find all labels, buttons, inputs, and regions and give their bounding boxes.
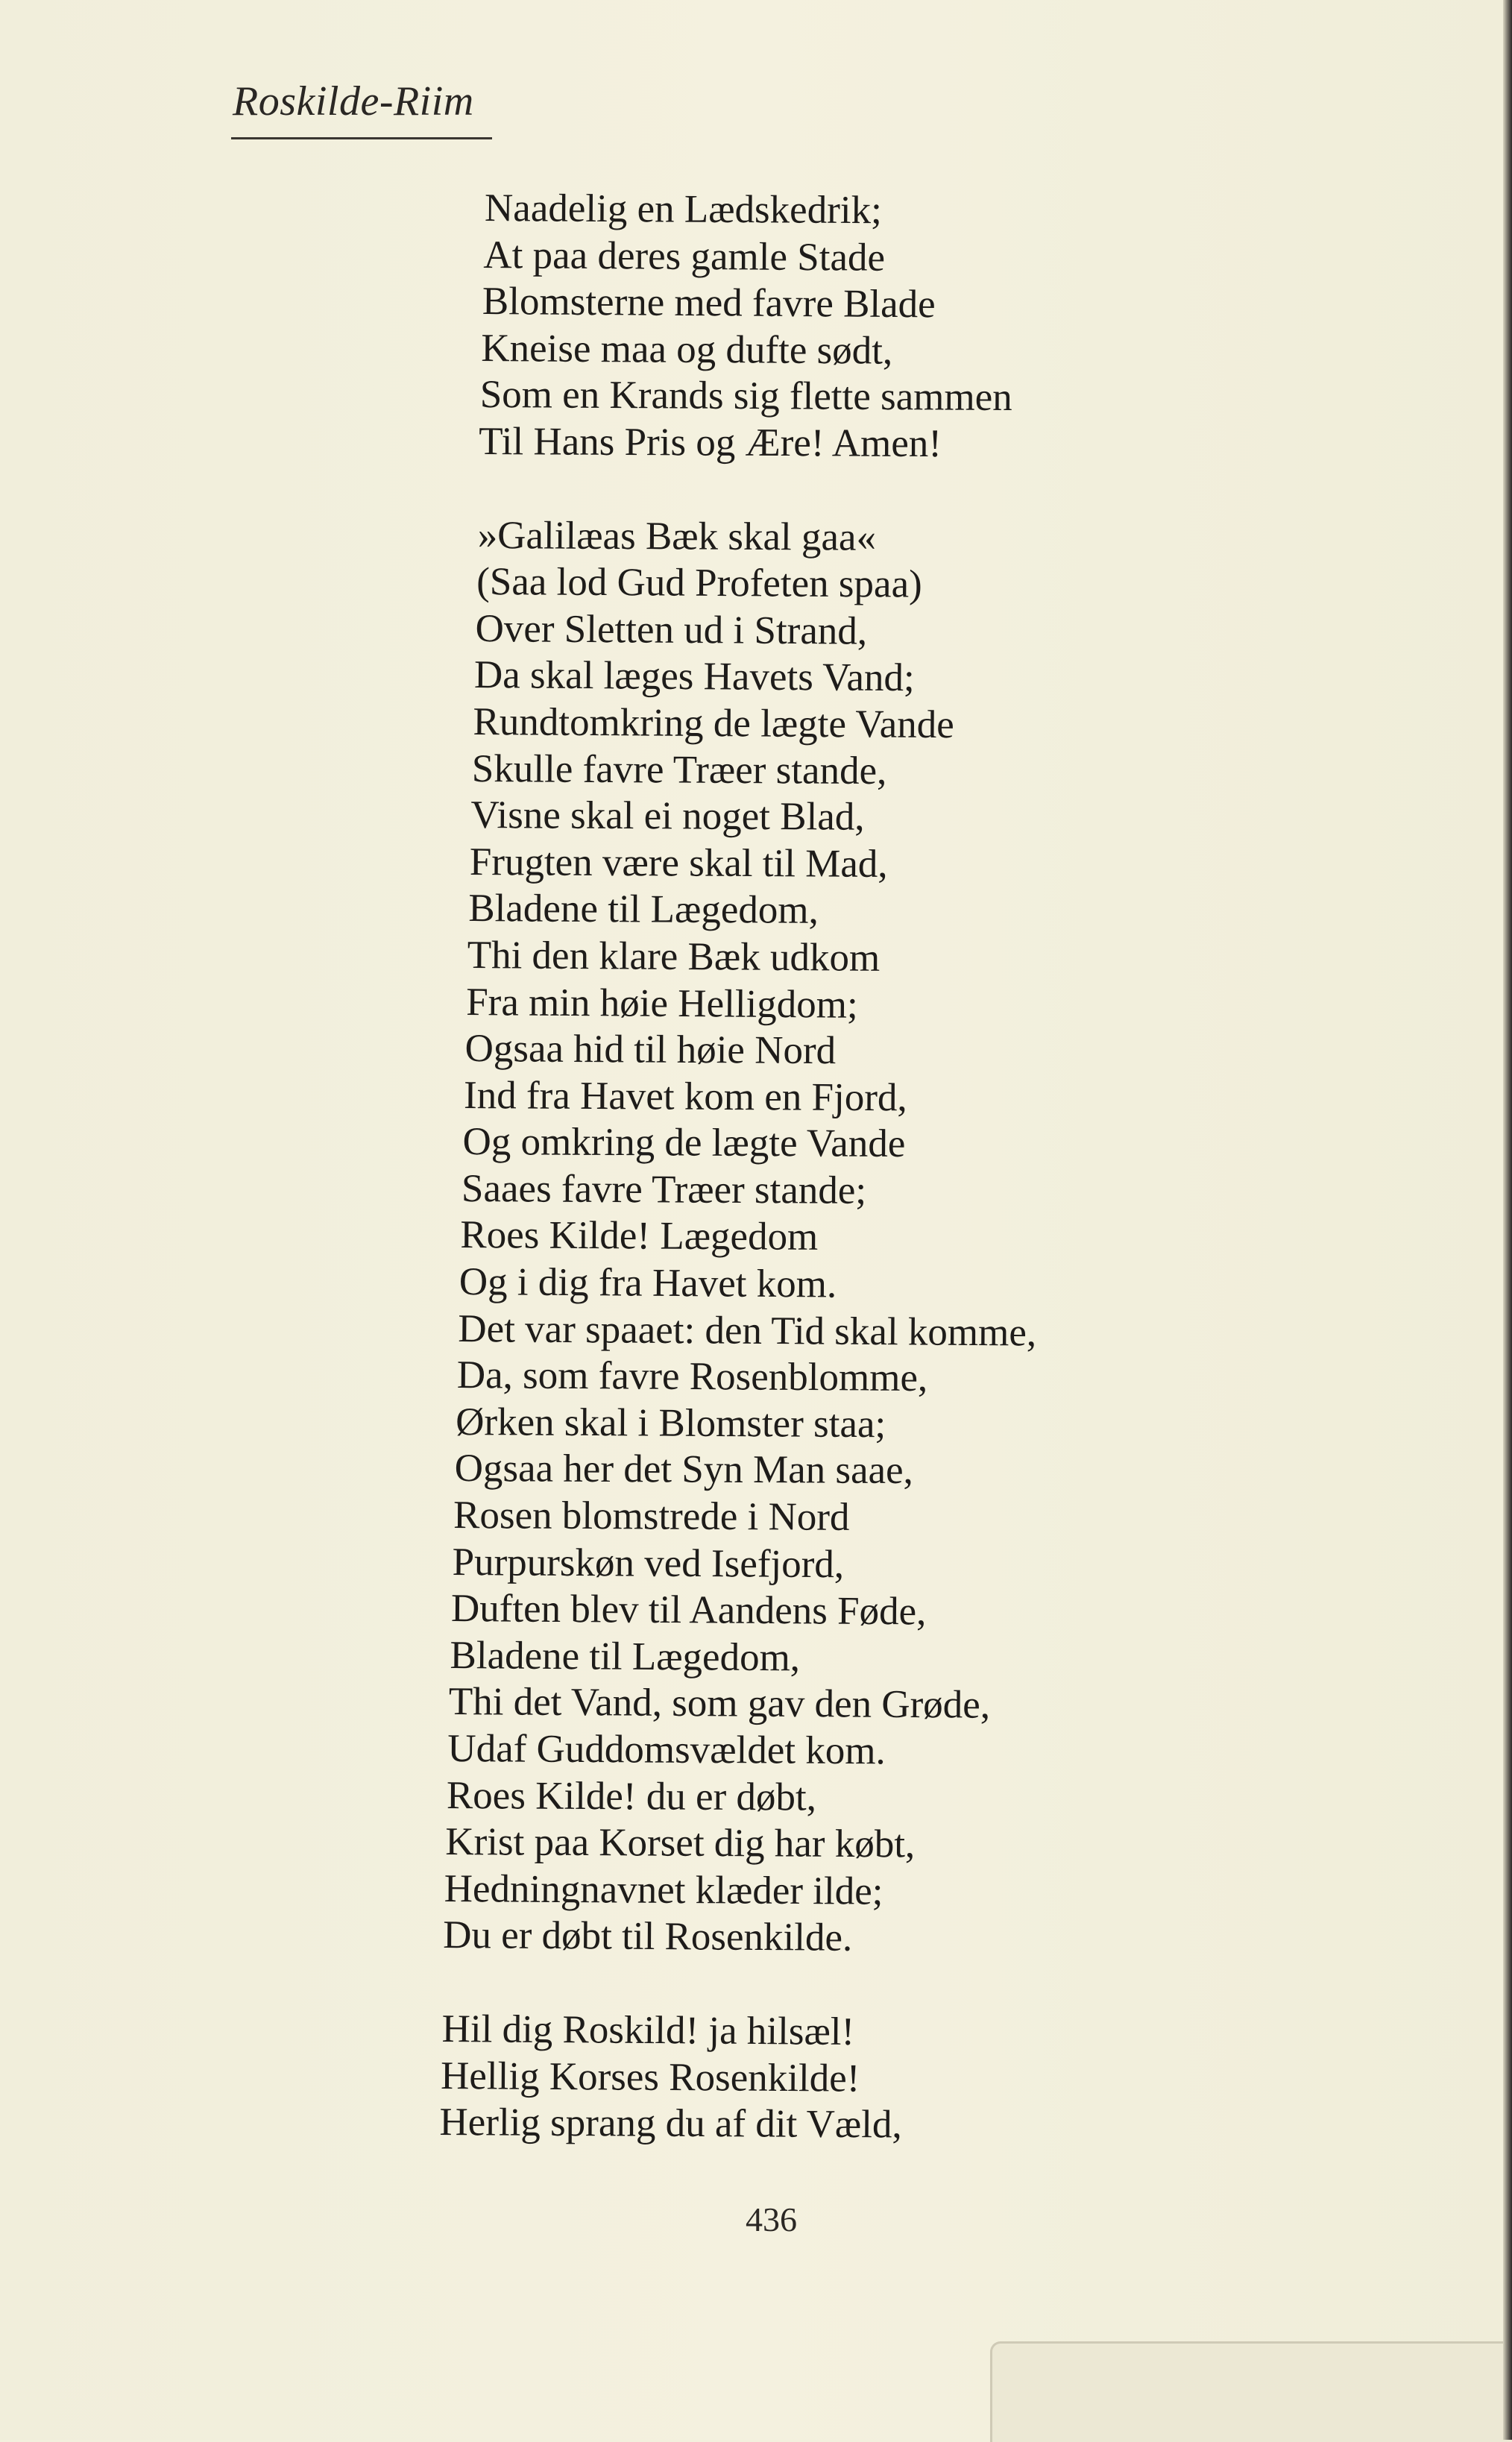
verse-line: Ogsaa her det Syn Man saae, — [454, 1447, 914, 1493]
verse-line: Udaf Guddomsvældet kom. — [447, 1727, 886, 1773]
page-corner-tab — [990, 2341, 1512, 2442]
verse-line: Skulle favre Træer stande, — [471, 746, 887, 793]
verse-line: Roes Kilde! Lægedom — [460, 1213, 819, 1259]
verse-line: Hellig Korses Rosenkilde! — [440, 2054, 860, 2100]
running-title: Roskilde-Riim — [233, 78, 474, 125]
verse-line: Roes Kilde! du er døbt, — [446, 1773, 817, 1819]
verse-line: Over Sletten ud i Strand, — [475, 606, 868, 653]
header-rule — [231, 137, 492, 139]
stanza-1 — [479, 185, 1305, 466]
verse-line: Da skal læges Havets Vand; — [473, 653, 915, 700]
verse-line: Rosen blomstrede i Nord — [453, 1494, 850, 1539]
verse-line: Som en Krands sig flette sammen — [479, 373, 1012, 420]
verse-line: Thi det Vand, som gav den Grøde, — [448, 1680, 991, 1728]
verse-line: Fra min høie Helligdom; — [465, 980, 858, 1027]
verse-line: Kneise maa og dufte sødt, — [481, 326, 893, 373]
verse-line: Visne skal ei noget Blad, — [470, 793, 865, 839]
poem-text — [439, 185, 1305, 2147]
stanza-2 — [442, 512, 1305, 1960]
stanza-3 — [439, 2006, 1305, 2147]
verse-line: Blomsterne med favre Blade — [482, 280, 936, 327]
verse-line: Og omkring de lægte Vande — [462, 1120, 906, 1166]
verse-line: Hedningnavnet klæder ilde; — [444, 1866, 883, 1913]
verse-line: Naadelig en Lædskedrik; — [484, 186, 882, 233]
verse-line: Til Hans Pris og Ære! Amen! — [479, 419, 942, 466]
verse-line: At paa deres gamle Stade — [483, 233, 886, 280]
book-spine-edge — [1503, 0, 1512, 2440]
verse-line: Purpurskøn ved Isefjord, — [452, 1540, 845, 1586]
verse-line: Og i dig fra Havet kom. — [459, 1260, 837, 1306]
verse-line: Det var spaaet: den Tid skal komme, — [458, 1306, 1037, 1355]
verse-line: Ind fra Havet kom en Fjord, — [463, 1073, 907, 1120]
verse-line: Ogsaa hid til høie Nord — [464, 1027, 837, 1073]
verse-line: Rundtomkring de lægte Vande — [473, 699, 954, 747]
verse-line: Saaes favre Træer stande; — [461, 1166, 867, 1212]
page-number: 436 — [746, 2200, 797, 2238]
verse-line: Frugten være skal til Mad, — [469, 840, 888, 886]
verse-line: Hil dig Roskild! ja hilsæl! — [441, 2007, 855, 2054]
verse-line: Bladene til Lægedom, — [468, 887, 819, 933]
verse-line: Bladene til Lægedom, — [450, 1633, 801, 1680]
verse-line: Du er døbt til Rosenkilde. — [442, 1913, 853, 1960]
verse-line: (Saa lod Gud Profeten spaa) — [476, 560, 922, 606]
verse-line: Ørken skal i Blomster staa; — [456, 1400, 886, 1447]
verse-line: Krist paa Korset dig har købt, — [445, 1820, 916, 1866]
verse-line: Herlig sprang du af dit Væld, — [439, 2100, 902, 2147]
verse-line: Thi den klare Bæk udkom — [467, 933, 881, 980]
verse-line: »Galilæas Bæk skal gaa« — [477, 513, 877, 559]
verse-line: Duften blev til Aandens Føde, — [450, 1587, 927, 1634]
verse-line: Da, som favre Rosenblomme, — [456, 1353, 928, 1400]
